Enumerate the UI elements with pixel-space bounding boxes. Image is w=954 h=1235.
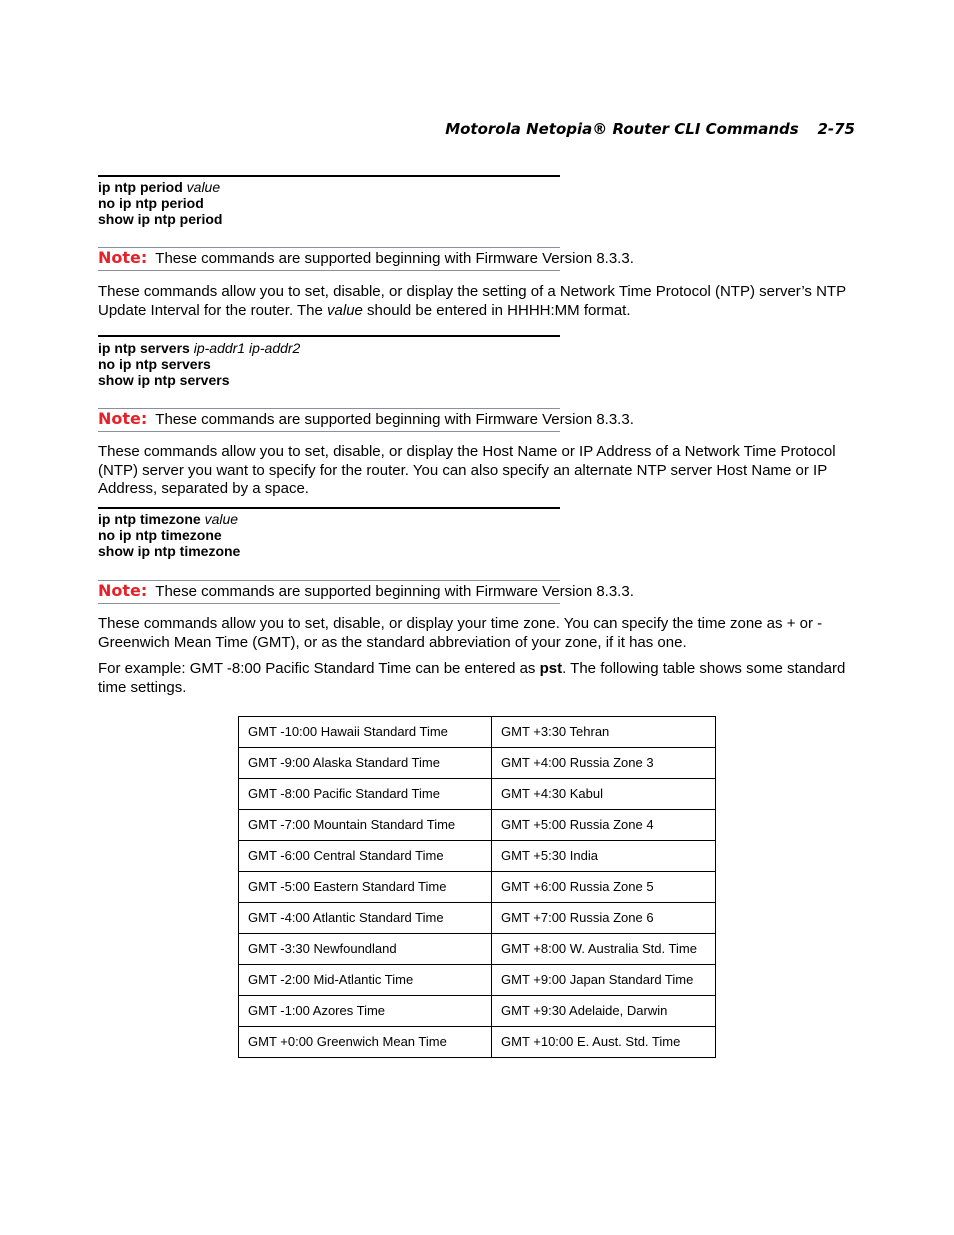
table-cell: GMT -7:00 Mountain Standard Time xyxy=(239,810,492,841)
table-cell: GMT -10:00 Hawaii Standard Time xyxy=(239,717,492,748)
command-name: ip ntp period xyxy=(98,179,183,195)
table-cell: GMT -5:00 Eastern Standard Time xyxy=(239,872,492,903)
description-paragraph: These commands allow you to set, disable, or display the Host Name or IP Address of a Network Time Protocol (NTP) server you want to specify for the router. You can also specify an alternate NTP server Host Name or IP Address, separated by a space. xyxy=(98,443,836,497)
text-run: should be entered in HHHH:MM format. xyxy=(362,301,631,319)
command-line: no ip ntp period xyxy=(98,195,204,211)
table-cell: GMT -6:00 Central Standard Time xyxy=(239,841,492,872)
header-title: Motorola Netopia® Router CLI Commands xyxy=(445,120,799,138)
note-text: These commands are supported beginning with Firmware Version 8.3.3. xyxy=(155,583,634,600)
table-cell: GMT +5:00 Russia Zone 4 xyxy=(492,810,716,841)
table-row xyxy=(239,748,716,779)
table-cell: GMT +4:00 Russia Zone 3 xyxy=(492,748,716,779)
table-cell: GMT +4:30 Kabul xyxy=(492,779,716,810)
table-row xyxy=(239,903,716,934)
text-run: These commands allow you to set, disable, or display the setting of a Network Time Protocol (NTP) server’s NTP Update Interval for the router. The xyxy=(98,283,846,319)
table-cell: GMT -3:30 Newfoundland xyxy=(239,934,492,965)
command-line: show ip ntp servers xyxy=(98,372,230,388)
description-paragraph: These commands allow you to set, disable, or display your time zone. You can specify the time zone as + or - Greenwich Mean Time (GMT), or as the standard abbreviation of your zone, if it has one. xyxy=(98,615,823,651)
description-paragraph xyxy=(98,283,856,320)
text-run-bold: pst xyxy=(539,660,563,677)
section-rule xyxy=(98,507,560,509)
command-parameter: value xyxy=(204,511,239,527)
page-number: 2-75 xyxy=(817,120,855,138)
table-cell: GMT +3:30 Tehran xyxy=(492,717,716,748)
section-rule xyxy=(98,175,560,177)
table-row xyxy=(239,872,716,903)
note xyxy=(98,409,634,428)
table-cell: GMT +9:00 Japan Standard Time xyxy=(492,965,716,996)
table-row xyxy=(239,996,716,1027)
section-rule xyxy=(98,335,560,337)
command-syntax-block xyxy=(98,340,300,388)
note xyxy=(98,248,634,267)
table-row xyxy=(239,841,716,872)
table-cell: GMT -4:00 Atlantic Standard Time xyxy=(239,903,492,934)
table-cell: GMT +0:00 Greenwich Mean Time xyxy=(239,1027,492,1058)
table-cell: GMT +9:30 Adelaide, Darwin xyxy=(492,996,716,1027)
running-header xyxy=(445,120,855,138)
command-parameter: ip-addr1 ip-addr2 xyxy=(193,340,301,356)
table-row xyxy=(239,1027,716,1058)
note-label: Note: xyxy=(98,409,148,428)
text-run: . The following table shows some standard time settings. xyxy=(98,660,846,696)
table-row xyxy=(239,810,716,841)
command-syntax-block xyxy=(98,179,222,227)
text-run: For example: GMT -8:00 Pacific Standard Time can be entered as xyxy=(98,660,540,677)
command-line: show ip ntp timezone xyxy=(98,543,241,559)
text-run-italic: value xyxy=(327,301,363,319)
example-paragraph xyxy=(98,660,856,697)
note-label: Note: xyxy=(98,581,148,600)
timezone-table xyxy=(238,716,716,1058)
command-line: no ip ntp timezone xyxy=(98,527,222,543)
table-cell: GMT -9:00 Alaska Standard Time xyxy=(239,748,492,779)
table-cell: GMT -1:00 Azores Time xyxy=(239,996,492,1027)
note xyxy=(98,581,634,600)
table-cell: GMT +8:00 W. Australia Std. Time xyxy=(492,934,716,965)
table-row xyxy=(239,965,716,996)
table-row xyxy=(239,934,716,965)
command-line: show ip ntp period xyxy=(98,211,223,227)
command-name: ip ntp timezone xyxy=(98,511,201,527)
note-text: These commands are supported beginning with Firmware Version 8.3.3. xyxy=(155,250,634,267)
command-syntax-block xyxy=(98,511,240,559)
command-line xyxy=(98,340,300,356)
command-parameter: value xyxy=(186,179,221,195)
note-label: Note: xyxy=(98,248,148,267)
table-cell: GMT +6:00 Russia Zone 5 xyxy=(492,872,716,903)
table-cell: GMT -2:00 Mid-Atlantic Time xyxy=(239,965,492,996)
command-line xyxy=(98,511,240,527)
note-text: These commands are supported beginning with Firmware Version 8.3.3. xyxy=(155,411,634,428)
command-line xyxy=(98,179,222,195)
table-row xyxy=(239,717,716,748)
table-cell: GMT +10:00 E. Aust. Std. Time xyxy=(492,1027,716,1058)
table-cell: GMT +5:30 India xyxy=(492,841,716,872)
command-name: ip ntp servers xyxy=(98,340,190,356)
table-row xyxy=(239,779,716,810)
command-line: no ip ntp servers xyxy=(98,356,211,372)
table-cell: GMT -8:00 Pacific Standard Time xyxy=(239,779,492,810)
table-cell: GMT +7:00 Russia Zone 6 xyxy=(492,903,716,934)
